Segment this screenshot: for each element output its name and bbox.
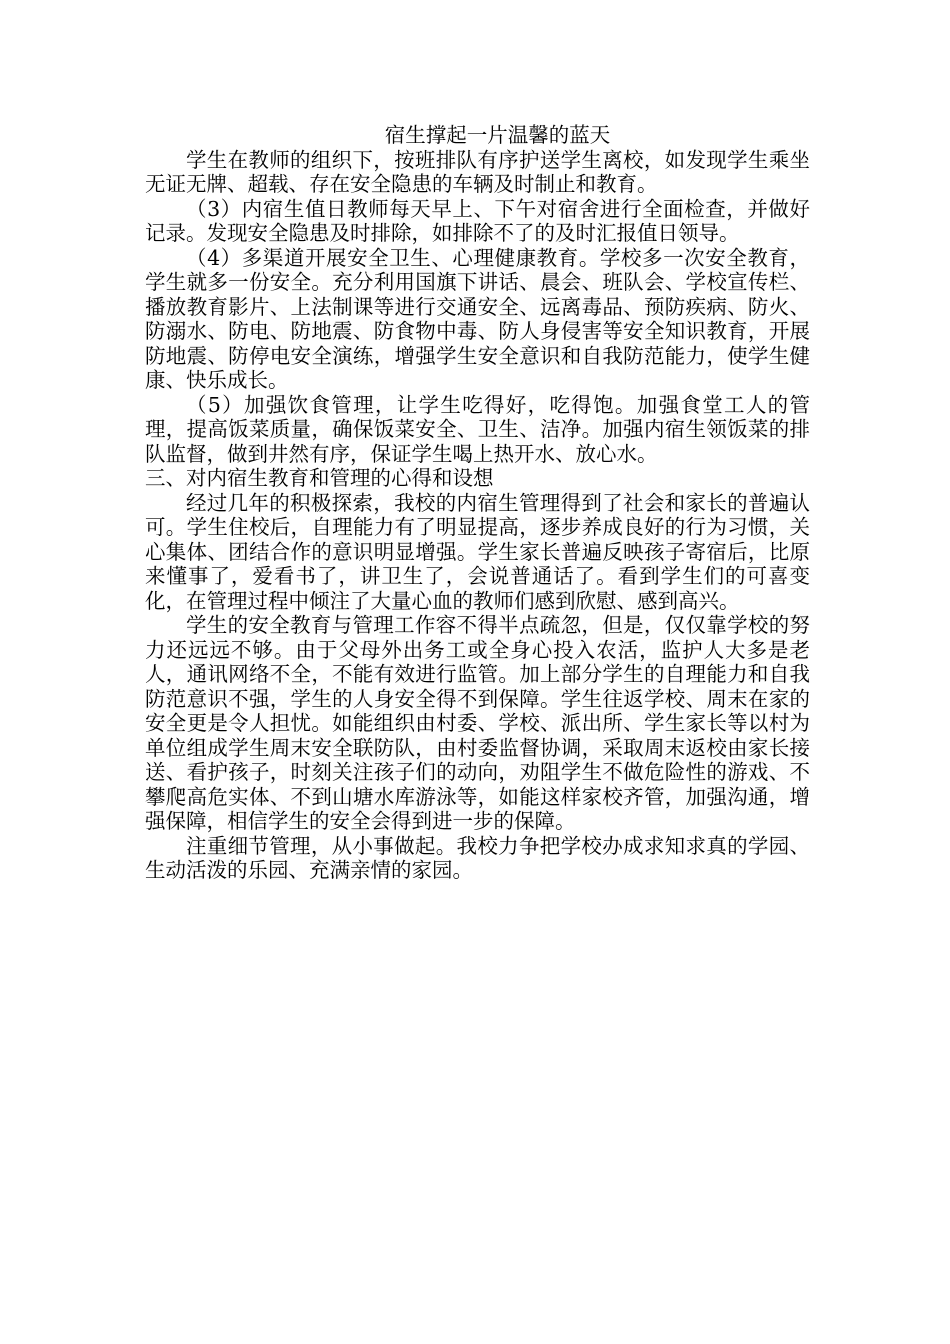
paragraph-escort: 学生在教师的组织下，按班排队有序护送学生离校，如发现学生乘坐无证无牌、超载、存在安全隐患的车辆及时制止和教育。 <box>145 147 810 196</box>
paragraph-item-4: （4）多渠道开展安全卫生、心理健康教育。学校多一次安全教育，学生就多一份安全。充分利用国旗下讲话、晨会、班队会、学校宣传栏、播放教育影片、上法制课等进行交通安全、远离毒品、预防疾病、防火、防溺水、防电、防地震、防食物中毒、防人身侵害等安全知识教育，开展防地震、防停电安全演练，增强学生安全意识和自我防范能力，使学生健康、快乐成长。 <box>145 245 810 392</box>
document-title: 宿生撑起一片温馨的蓝天 <box>384 123 611 147</box>
paragraph-safety: 学生的安全教育与管理工作容不得半点疏忽，但是，仅仅靠学校的努力还远远不够。由于父母外出务工或全身心投入农活，监护人大多是老人，通讯网络不全，不能有效进行监管。加上部分学生的自理能力和自我防范意识不强，学生的人身安全得不到保障。学生往返学校、周末在家的安全更是令人担忧。如能组织由村委、学校、派出所、学生家长等以村为单位组成学生周末安全联防队，由村委监督协调，采取周末返校由家长接送、看护孩子，时刻关注孩子们的动向，劝阻学生不做危险性的游戏、不攀爬高危实体、不到山塘水库游泳等，如能这样家校齐管，加强沟通，增强保障，相信学生的安全会得到进一步的保障。 <box>145 613 810 833</box>
paragraph-conclusion: 注重细节管理，从小事做起。我校力争把学校办成求知求真的学园、生动活泼的乐园、充满亲情的家园。 <box>145 833 810 882</box>
section-heading: 三、对内宿生教育和管理的心得和设想 <box>145 466 494 490</box>
paragraph-item-3: （3）内宿生值日教师每天早上、下午对宿舍进行全面检查，并做好记录。发现安全隐患及时排除，如排除不了的及时汇报值日领导。 <box>145 196 810 245</box>
paragraph-experience: 经过几年的积极探索，我校的内宿生管理得到了社会和家长的普遍认可。学生住校后，自理能力有了明显提高，逐步养成良好的行为习惯，关心集体、团结合作的意识明显增强。学生家长普遍反映孩子寄宿后，比原来懂事了，爱看书了，讲卫生了，会说普通话了。看到学生们的可喜变化，在管理过程中倾注了大量心血的教师们感到欣慰、感到高兴。 <box>145 490 810 613</box>
document-page <box>145 123 810 883</box>
paragraph-item-5: （5）加强饮食管理，让学生吃得好，吃得饱。加强食堂工人的管理，提高饭菜质量，确保饭菜安全、卫生、洁净。加强内宿生领饭菜的排队监督，做到井然有序，保证学生喝上热开水、放心水。 <box>145 392 810 466</box>
